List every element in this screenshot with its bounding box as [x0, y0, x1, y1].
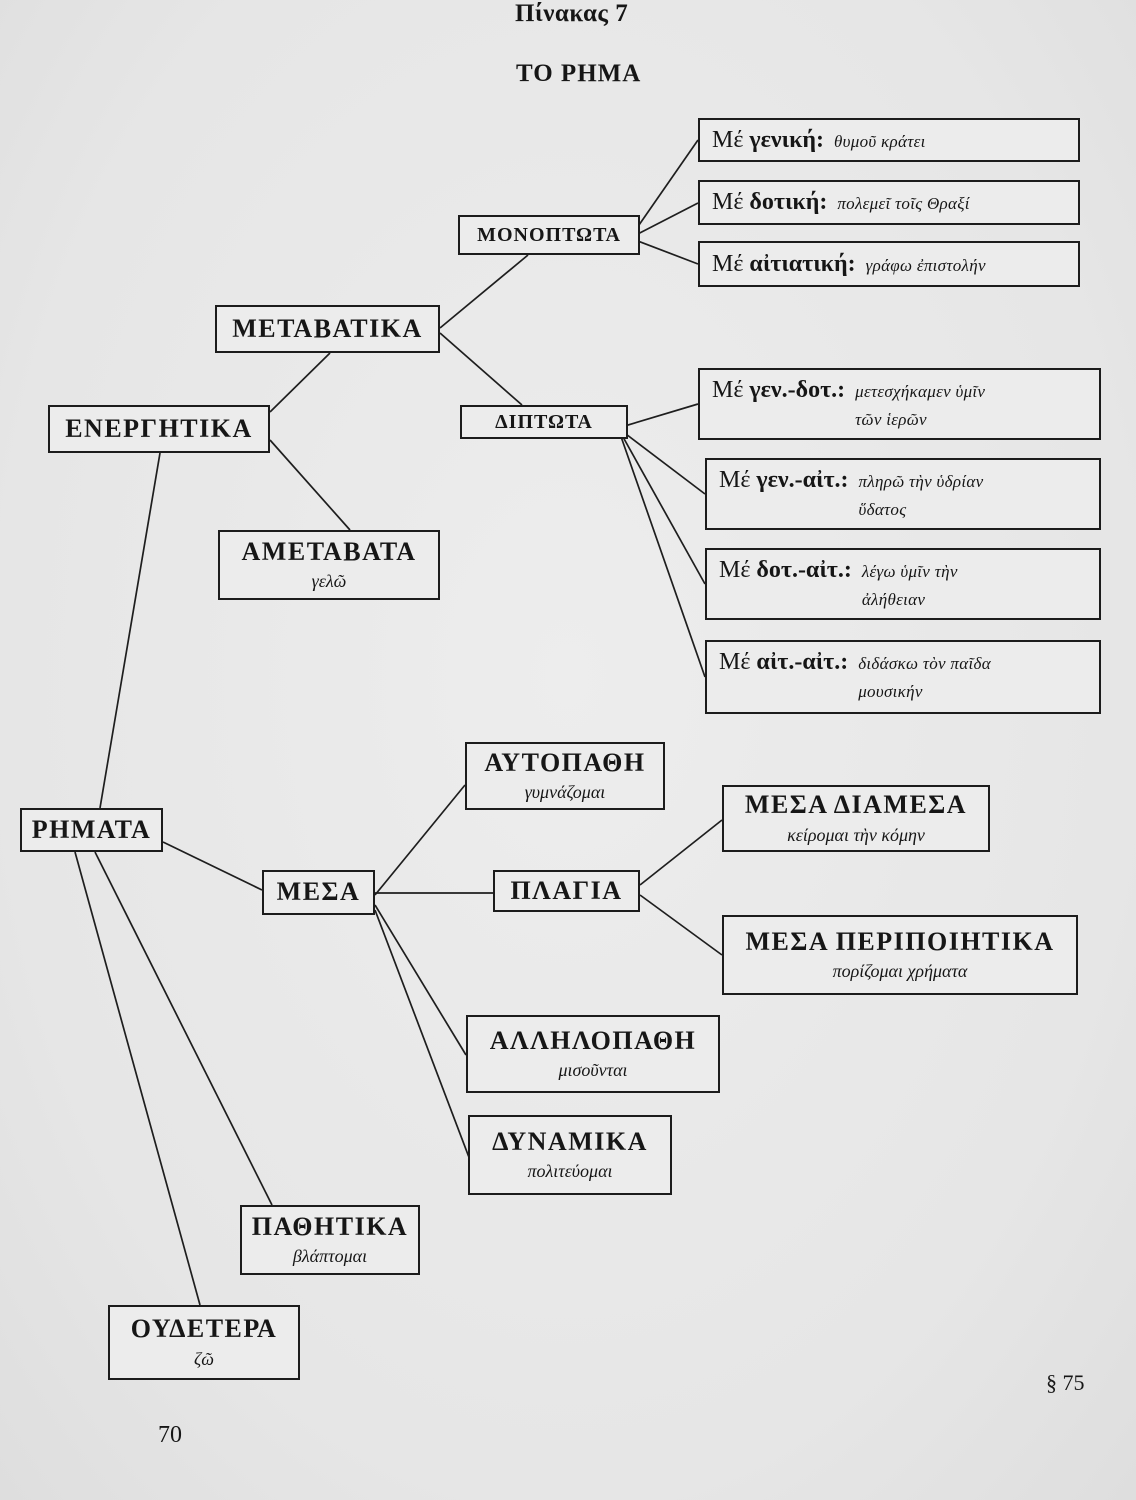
node-label: ΑΜΕΤΑΒΑΤΑ	[241, 536, 417, 566]
connector-plagia-mesa-peripoiitika	[640, 895, 722, 955]
node-example: ζῶ	[194, 1348, 214, 1369]
case-name: αἰτιατική:	[749, 250, 856, 277]
case-example-continued: τῶν ἱερῶν	[855, 410, 927, 429]
case-name: δοτική:	[749, 189, 828, 215]
case-example-continued: ἀλήθειαν	[861, 590, 926, 609]
case-line	[719, 467, 1087, 520]
case-line	[712, 377, 1087, 430]
node-label: ΜΕΣΑ ΔΙΑΜΕΣΑ	[744, 790, 968, 820]
connector-monoptota-dative	[630, 203, 698, 238]
case-box-genitive-dative	[698, 368, 1101, 440]
node-allilopathi-box	[466, 1015, 720, 1093]
node-ametavata-box	[218, 530, 440, 600]
case-prefix: Μέ	[719, 467, 751, 493]
connector-metavatika-diptota	[440, 333, 522, 405]
case-name: γεν.-δοτ.:	[749, 377, 846, 403]
node-diptota-box	[460, 405, 628, 439]
connector-rimata-mesa	[163, 842, 262, 890]
case-prefix: Μέ	[712, 377, 744, 403]
case-example: πληρῶ τὴν ὑδρίαν	[858, 472, 984, 491]
case-box-genitive-accusative	[705, 458, 1101, 530]
case-example: θυμοῦ κράτει	[834, 131, 926, 151]
case-example-column	[858, 654, 991, 702]
connector-energitika-metavatika	[270, 353, 330, 412]
node-example: κείρομαι τὴν κόμην	[787, 824, 925, 845]
connector-diptota-gen-dot	[618, 404, 698, 428]
case-example: γράφω ἐπιστολήν	[865, 255, 986, 275]
case-example-column	[834, 132, 926, 152]
connector-plagia-mesa-diamesa	[640, 820, 722, 885]
connector-rimata-oudetera	[75, 852, 200, 1305]
connector-diptota-dot-ait	[618, 428, 705, 584]
connector-rimata-energitika	[100, 453, 160, 808]
connector-diptota-gen-ait	[618, 428, 705, 494]
node-example: πολιτεύομαι	[527, 1161, 613, 1182]
node-oudetera-box	[108, 1305, 300, 1380]
table-label: Πίνακας 7	[515, 0, 629, 27]
node-example: μισοῦνται	[558, 1060, 628, 1081]
case-example-column	[855, 382, 985, 430]
case-line	[712, 251, 1066, 278]
connector-monoptota-accusative	[630, 238, 698, 264]
node-mesa-peripoiitika-box	[722, 915, 1078, 995]
node-plagia-box	[493, 870, 640, 912]
case-line	[712, 127, 1066, 154]
node-metavatika-box	[215, 305, 440, 353]
node-label: ΜΕΤΑΒΑΤΙΚΑ	[232, 313, 423, 343]
case-example: λέγω ὑμῖν τὴν	[861, 562, 958, 581]
section-number: § 75	[1046, 1370, 1085, 1395]
case-example: πολεμεῖ τοῖς Θραξί	[837, 194, 970, 213]
node-rimata-box	[20, 808, 163, 852]
node-label: ΟΥΔΕΤΕΡΑ	[130, 1314, 278, 1344]
node-label: ΠΑΘΗΤΙΚΑ	[251, 1211, 409, 1241]
node-mesa-box	[262, 870, 375, 915]
case-name: γενική:	[749, 126, 825, 153]
node-pathitika-box	[240, 1205, 420, 1275]
node-label: ΜΟΝΟΠΤΩΤΑ	[477, 224, 621, 246]
case-box-accusative-accusative	[705, 640, 1101, 714]
node-label: ΑΥΤΟΠΑΘΗ	[484, 747, 646, 777]
case-name: δοτ.-αἰτ.:	[756, 557, 852, 583]
case-example-continued: ὕδατος	[858, 500, 907, 519]
case-name: γεν.-αἰτ.:	[756, 467, 849, 493]
case-prefix: Μέ	[719, 649, 751, 675]
case-example-column	[859, 472, 984, 520]
case-example: μετεσχήκαμεν ὑμῖν	[855, 382, 986, 401]
connector-mesa-dynamika	[375, 910, 470, 1160]
case-name: αἰτ.-αἰτ.:	[756, 649, 849, 675]
case-example: διδάσκω τὸν παῖδα	[858, 654, 991, 673]
case-line	[719, 649, 1087, 702]
case-example-column	[862, 562, 958, 610]
connector-mesa-aftopathi	[375, 785, 465, 895]
connector-diptota-ait-ait	[618, 428, 705, 677]
case-box-accusative	[698, 241, 1080, 287]
connector-metavatika-monoptota	[440, 255, 528, 328]
node-energitika-box	[48, 405, 270, 453]
node-label: ΔΥΝΑΜΙΚΑ	[492, 1126, 648, 1156]
node-mesa-diamesa-box	[722, 785, 990, 852]
connector-mesa-allilopathi	[375, 905, 466, 1055]
case-box-dative-accusative	[705, 548, 1101, 620]
node-aftopathi-box	[465, 742, 665, 810]
case-line	[719, 557, 1087, 610]
case-prefix: Μέ	[712, 126, 744, 153]
node-monoptota-box	[458, 215, 640, 255]
node-dynamika-box	[468, 1115, 672, 1195]
case-example-continued: μουσικήν	[858, 682, 923, 701]
case-prefix: Μέ	[719, 557, 751, 583]
page-title: ΤΟ ΡΗΜΑ	[516, 60, 642, 87]
node-label: ΡΗΜΑΤΑ	[31, 814, 152, 844]
case-line	[712, 189, 1066, 216]
node-label: ΠΛΑΓΙΑ	[510, 875, 623, 905]
node-label: ΜΕΣΑ	[276, 877, 361, 907]
node-example: πορίζομαι χρήματα	[832, 961, 968, 982]
case-example-column	[837, 194, 970, 214]
connector-monoptota-genitive	[630, 140, 698, 238]
connector-rimata-pathitika	[95, 852, 272, 1205]
case-box-dative	[698, 180, 1080, 225]
connector-energitika-ametavata	[270, 440, 350, 530]
node-label: ΜΕΣΑ ΠΕΡΙΠΟΙΗΤΙΚΑ	[745, 926, 1055, 956]
node-example: γυμνάζομαι	[524, 782, 606, 803]
page-number: 70	[158, 1422, 182, 1448]
case-box-genitive	[698, 118, 1080, 162]
node-label: ΔΙΠΤΩΤΑ	[495, 411, 593, 433]
node-example: γελῶ	[311, 571, 347, 592]
case-example-column	[866, 256, 986, 276]
node-label: ΕΝΕΡΓΗΤΙΚΑ	[65, 413, 253, 443]
case-prefix: Μέ	[712, 250, 744, 277]
node-label: ΑΛΛΗΛΟΠΑΘΗ	[489, 1025, 697, 1055]
case-prefix: Μέ	[712, 189, 744, 215]
node-example: βλάπτομαι	[292, 1246, 368, 1267]
